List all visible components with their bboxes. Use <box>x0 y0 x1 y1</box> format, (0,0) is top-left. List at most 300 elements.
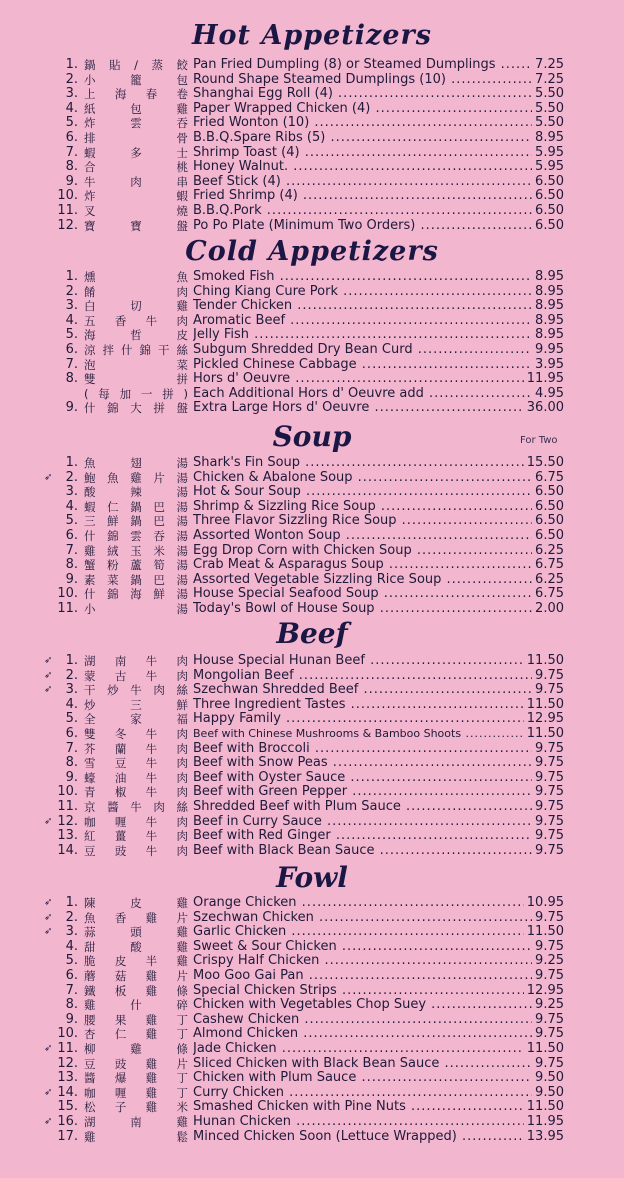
item-number: 9. <box>65 769 78 785</box>
item-price: 6.25 <box>532 544 564 559</box>
item-chinese-name: 紅 薑 牛 肉 <box>84 829 188 844</box>
item-chinese-name: 小 湯 <box>84 601 188 616</box>
item-price: 8.95 <box>532 131 564 146</box>
item-number: 4. <box>65 498 78 514</box>
item-chinese-name: 什 錦 大 拼 盤 <box>84 401 188 416</box>
spicy-marker-icon: ➶ <box>44 911 53 923</box>
item-chinese-name: 芥 蘭 牛 肉 <box>84 741 188 756</box>
item-english-name: Sweet & Sour Chicken ..... <box>193 940 564 955</box>
item-price: 6.50 <box>532 175 564 190</box>
item-price: 13.95 <box>524 1130 564 1145</box>
item-english-name: Three Flavor Sizzling Rice Soup ..... <box>193 514 564 529</box>
item-price: 9.50 <box>532 1071 564 1086</box>
menu-item <box>0 698 624 713</box>
item-chinese-name: 酸 辣 湯 <box>84 485 188 500</box>
item-price: 9.95 <box>532 343 564 358</box>
item-number: 14. <box>57 842 78 858</box>
item-number: 7. <box>65 356 78 372</box>
item-english-name: Each Additional Hors d' Oeuvre add ..... <box>193 387 564 402</box>
menu-item <box>0 73 624 88</box>
menu-item <box>0 102 624 117</box>
menu-item <box>0 343 624 358</box>
spicy-marker-icon: ➶ <box>44 655 53 666</box>
menu-item <box>0 1115 624 1130</box>
item-english-name: Beef with Green Pepper ..... <box>193 785 564 800</box>
item-price: 9.75 <box>532 911 564 926</box>
item-number: 3. <box>65 484 78 500</box>
menu-item <box>0 940 624 955</box>
item-price: 9.75 <box>532 742 564 757</box>
item-price: 9.75 <box>532 1057 564 1072</box>
item-chinese-name: 燻 魚 <box>84 270 188 284</box>
item-price: 11.50 <box>524 698 564 713</box>
item-number: 2. <box>65 909 78 925</box>
section-title-hot-appetizers: Hot Appetizers <box>192 20 432 51</box>
item-number: 3. <box>65 682 78 698</box>
item-english-name: Happy Family ..... <box>193 712 564 727</box>
item-english-name: Beef with Black Bean Sauce ..... <box>193 844 564 859</box>
menu-item <box>0 146 624 161</box>
soup-list <box>0 456 624 617</box>
item-price: 11.95 <box>524 1115 564 1130</box>
item-english-name: Shanghai Egg Roll (4) ..... <box>193 87 564 102</box>
menu-item <box>0 456 624 471</box>
item-english-name: Beef with Snow Peas ..... <box>193 756 564 771</box>
menu-item <box>0 285 624 300</box>
item-number: 2. <box>65 283 78 299</box>
item-english-name: Shredded Beef with Plum Sauce ..... <box>193 800 564 815</box>
item-chinese-name: 鍋 貼 / 蒸 餃 <box>84 58 188 72</box>
menu-item <box>0 587 624 602</box>
item-number: 8. <box>65 371 78 387</box>
item-chinese-name: 蝦 多 士 <box>84 145 188 160</box>
item-chinese-name: 蠔 油 牛 肉 <box>84 770 188 785</box>
section-title-fowl: Fowl <box>276 861 348 894</box>
item-chinese-name: ( 每 加 一 拼 ) <box>84 386 188 401</box>
beef-list <box>0 654 624 858</box>
menu-item <box>0 299 624 314</box>
item-chinese-name: 湖 南 雞 <box>84 1114 188 1129</box>
item-english-name: Jade Chicken ..... <box>193 1042 564 1057</box>
item-price: 5.95 <box>532 160 564 175</box>
menu-item <box>0 742 624 757</box>
item-price: 11.50 <box>524 925 564 940</box>
item-chinese-name: 豆 豉 雞 片 <box>84 1056 188 1071</box>
item-english-name: Three Ingredient Tastes ..... <box>193 698 564 713</box>
item-english-name: Crab Meat & Asparagus Soup ..... <box>193 558 564 573</box>
item-price: 4.95 <box>532 387 564 402</box>
item-number: 11. <box>57 798 78 814</box>
spicy-marker-icon: ➶ <box>44 815 53 827</box>
item-english-name: B.B.Q.Spare Ribs (5) ..... <box>193 131 564 146</box>
item-number: 4. <box>65 312 78 328</box>
item-number: 10. <box>57 188 78 204</box>
item-chinese-name: 排 骨 <box>84 130 188 145</box>
item-chinese-name: 全 家 福 <box>84 712 188 727</box>
item-price: 11.50 <box>524 1042 564 1057</box>
item-price: 8.95 <box>532 314 564 329</box>
menu-item <box>0 189 624 204</box>
item-number: 8. <box>65 997 78 1013</box>
item-price: 8.95 <box>532 299 564 314</box>
item-number: 12. <box>57 1055 78 1071</box>
item-english-name: Beef with Broccoli ..... <box>193 742 564 757</box>
item-english-name: Smashed Chicken with Pine Nuts ..... <box>193 1100 564 1115</box>
item-price: 7.25 <box>532 58 564 73</box>
cold-appetizers-list <box>0 270 624 416</box>
item-price: 8.95 <box>532 270 564 285</box>
item-english-name: Curry Chicken ..... <box>193 1086 564 1101</box>
item-chinese-name: 紙 包 雞 <box>84 101 188 116</box>
menu-item <box>0 573 624 588</box>
item-english-name: Today's Bowl of House Soup ..... <box>193 602 564 617</box>
item-english-name: Chicken with Vegetables Chop Suey ..... <box>193 998 564 1013</box>
menu-item <box>0 669 624 684</box>
item-chinese-name: 雞 什 碎 <box>84 998 188 1013</box>
item-number: 5. <box>65 327 78 343</box>
item-number: 16. <box>57 1113 78 1129</box>
menu-item <box>0 815 624 830</box>
item-english-name: Round Shape Steamed Dumplings (10) ..... <box>193 73 564 88</box>
item-number: 1. <box>65 895 78 910</box>
fowl-list <box>0 896 624 1144</box>
item-price: 8.95 <box>532 328 564 343</box>
item-chinese-name: 湖 南 牛 肉 <box>84 654 188 668</box>
menu-item <box>0 829 624 844</box>
item-number: 10. <box>57 586 78 602</box>
item-english-name: Beef Stick (4) ..... <box>193 175 564 190</box>
item-chinese-name: 雪 豆 牛 肉 <box>84 756 188 771</box>
item-english-name: Assorted Wonton Soup ..... <box>193 529 564 544</box>
item-english-name: Hot & Sour Soup ..... <box>193 485 564 500</box>
item-chinese-name: 炸 雲 吞 <box>84 116 188 131</box>
item-english-name: Hors d' Oeuvre ..... <box>193 372 564 387</box>
item-number: 1. <box>65 269 78 284</box>
item-chinese-name: 上 海 春 卷 <box>84 87 188 102</box>
item-english-name: Hunan Chicken ..... <box>193 1115 564 1130</box>
item-number: 4. <box>65 938 78 954</box>
item-english-name: Po Po Plate (Minimum Two Orders) ..... <box>193 219 564 234</box>
item-price: 9.50 <box>532 1086 564 1101</box>
item-chinese-name: 泡 菜 <box>84 357 188 372</box>
item-number: 9. <box>65 571 78 587</box>
item-chinese-name: 豆 豉 牛 肉 <box>84 843 188 858</box>
item-price: 10.95 <box>524 896 564 911</box>
item-chinese-name: 素 菜 鍋 巴 湯 <box>84 572 188 587</box>
item-english-name: Beef with Oyster Sauce ..... <box>193 771 564 786</box>
item-number: 12. <box>57 813 78 829</box>
item-number: 11. <box>57 600 78 616</box>
item-price: 6.50 <box>532 514 564 529</box>
menu-item <box>0 219 624 234</box>
item-number: 6. <box>65 129 78 145</box>
menu-item <box>0 358 624 373</box>
item-chinese-name: 魚 翅 湯 <box>84 456 188 470</box>
menu-item <box>0 683 624 698</box>
item-english-name: Almond Chicken ..... <box>193 1027 564 1042</box>
menu-item <box>0 911 624 926</box>
item-price: 9.75 <box>532 800 564 815</box>
menu-item <box>0 1027 624 1042</box>
item-english-name: Cashew Chicken ..... <box>193 1013 564 1028</box>
item-english-name: Sliced Chicken with Black Bean Sauce ..... <box>193 1057 564 1072</box>
menu-item <box>0 998 624 1013</box>
item-chinese-name: 蒙 古 牛 肉 <box>84 668 188 683</box>
menu-item <box>0 1100 624 1115</box>
item-number: 8. <box>65 557 78 573</box>
item-english-name: B.B.Q.Pork ..... <box>193 204 564 219</box>
item-chinese-name: 雞 鬆 <box>84 1129 188 1144</box>
item-english-name: Aromatic Beef ..... <box>193 314 564 329</box>
section-title-cold-appetizers: Cold Appetizers <box>185 236 439 267</box>
item-chinese-name: 腰 果 雞 丁 <box>84 1012 188 1027</box>
item-english-name: Fried Shrimp (4) ..... <box>193 189 564 204</box>
item-english-name: Orange Chicken ..... <box>193 896 564 911</box>
for-two-note: For Two <box>520 435 558 446</box>
item-english-name: Shrimp Toast (4) ..... <box>193 146 564 161</box>
menu-item <box>0 514 624 529</box>
menu-item <box>0 58 624 73</box>
item-english-name: Paper Wrapped Chicken (4) ..... <box>193 102 564 117</box>
item-chinese-name: 京 醬 牛 肉 絲 <box>84 799 188 814</box>
item-number: 6. <box>65 725 78 741</box>
item-number: 9. <box>65 173 78 189</box>
item-english-name: Chicken with Plum Sauce ..... <box>193 1071 564 1086</box>
menu-item <box>0 756 624 771</box>
item-number: 7. <box>65 144 78 160</box>
item-chinese-name: 餚 肉 <box>84 284 188 299</box>
item-number: 8. <box>65 159 78 175</box>
item-chinese-name: 青 椒 牛 肉 <box>84 785 188 800</box>
item-chinese-name: 陳 皮 雞 <box>84 896 188 910</box>
spicy-marker-icon: ➶ <box>44 471 53 483</box>
item-chinese-name: 炒 三 鮮 <box>84 697 188 712</box>
item-english-name: Beef with Chinese Mushrooms & Bamboo Shoots ..... <box>193 727 564 742</box>
menu-item <box>0 485 624 500</box>
menu-item <box>0 1057 624 1072</box>
item-english-name: Minced Chicken Soon (Lettuce Wrapped) ..... <box>193 1130 564 1145</box>
item-price: 11.50 <box>524 1100 564 1115</box>
item-chinese-name: 甜 酸 雞 <box>84 939 188 954</box>
item-price: 9.25 <box>532 998 564 1013</box>
item-price: 8.95 <box>532 285 564 300</box>
item-english-name: Smoked Fish ..... <box>193 270 564 285</box>
item-chinese-name: 炸 蝦 <box>84 189 188 204</box>
section-title-soup: Soup <box>272 420 352 453</box>
item-price: 11.50 <box>524 654 564 669</box>
item-price: 9.75 <box>532 829 564 844</box>
item-english-name: Subgum Shredded Dry Bean Curd ..... <box>193 343 564 358</box>
item-english-name: Egg Drop Corn with Chicken Soup ..... <box>193 544 564 559</box>
item-number: 3. <box>65 86 78 102</box>
menu-item <box>0 471 624 486</box>
menu-item <box>0 896 624 911</box>
menu-item <box>0 204 624 219</box>
item-number: 15. <box>57 1099 78 1115</box>
item-chinese-name: 雙 冬 牛 肉 <box>84 726 188 741</box>
item-english-name: Mongolian Beef ..... <box>193 669 564 684</box>
menu-item <box>0 160 624 175</box>
item-price: 6.50 <box>532 204 564 219</box>
item-chinese-name: 合 桃 <box>84 160 188 175</box>
item-chinese-name: 涼 拌 什 錦 干 絲 <box>84 342 188 357</box>
spicy-marker-icon: ➶ <box>44 1042 53 1054</box>
item-price: 11.50 <box>524 727 564 742</box>
menu-item <box>0 372 624 387</box>
item-number: 11. <box>57 1040 78 1056</box>
item-number: 11. <box>57 202 78 218</box>
item-chinese-name: 干 炒 牛 肉 絲 <box>84 683 188 698</box>
menu-item <box>0 1071 624 1086</box>
item-price: 5.50 <box>532 102 564 117</box>
menu-item <box>0 116 624 131</box>
item-price: 5.95 <box>532 146 564 161</box>
item-chinese-name: 杏 仁 雞 丁 <box>84 1027 188 1042</box>
item-price: 9.75 <box>532 815 564 830</box>
item-number: 12. <box>57 217 78 233</box>
item-price: 9.75 <box>532 969 564 984</box>
item-chinese-name: 咖 喱 牛 肉 <box>84 814 188 829</box>
spicy-marker-icon: ➶ <box>44 684 53 696</box>
item-number: 2. <box>65 469 78 485</box>
item-number: 14. <box>57 1084 78 1100</box>
item-price: 6.50 <box>532 500 564 515</box>
item-price: 6.75 <box>532 587 564 602</box>
item-chinese-name: 叉 燒 <box>84 203 188 218</box>
menu-item <box>0 712 624 727</box>
item-price: 7.25 <box>532 73 564 88</box>
item-chinese-name: 什 錦 海 鮮 湯 <box>84 587 188 602</box>
item-number: 7. <box>65 740 78 756</box>
spicy-marker-icon: ➶ <box>44 897 53 908</box>
item-number: 5. <box>65 953 78 969</box>
item-number: 9. <box>65 400 78 416</box>
item-chinese-name: 鐵 板 雞 條 <box>84 983 188 998</box>
item-chinese-name: 海 哲 皮 <box>84 328 188 343</box>
item-price: 6.50 <box>532 219 564 234</box>
menu-item <box>0 654 624 669</box>
menu-item <box>0 500 624 515</box>
item-chinese-name: 五 香 牛 肉 <box>84 313 188 328</box>
item-number: 3. <box>65 924 78 940</box>
item-chinese-name: 蒜 頭 雞 <box>84 925 188 940</box>
menu-item <box>0 727 624 742</box>
item-price: 5.50 <box>532 87 564 102</box>
item-number: 4. <box>65 696 78 712</box>
item-price: 9.75 <box>532 669 564 684</box>
item-english-name: Special Chicken Strips ..... <box>193 984 564 999</box>
item-english-name: Chicken & Abalone Soup ..... <box>193 471 564 486</box>
item-chinese-name: 蝦 仁 鍋 巴 湯 <box>84 499 188 514</box>
item-chinese-name: 寶 寶 盤 <box>84 218 188 233</box>
item-english-name: Szechwan Shredded Beef ..... <box>193 683 564 698</box>
item-chinese-name: 脆 皮 半 雞 <box>84 954 188 969</box>
menu-item <box>0 984 624 999</box>
item-chinese-name: 什 錦 雲 吞 湯 <box>84 528 188 543</box>
item-price: 36.00 <box>524 401 564 416</box>
menu-item <box>0 87 624 102</box>
item-chinese-name: 小 籠 包 <box>84 72 188 87</box>
item-chinese-name: 鮑 魚 雞 片 湯 <box>84 470 188 485</box>
item-chinese-name: 雞 絨 玉 米 湯 <box>84 543 188 558</box>
item-number: 2. <box>65 71 78 87</box>
spicy-marker-icon: ➶ <box>44 1115 53 1127</box>
item-chinese-name: 咖 喱 雞 丁 <box>84 1085 188 1100</box>
section-title-beef: Beef <box>276 617 348 650</box>
item-chinese-name: 柳 雞 條 <box>84 1041 188 1056</box>
item-number: 6. <box>65 341 78 357</box>
item-english-name: Garlic Chicken ..... <box>193 925 564 940</box>
item-price: 6.75 <box>532 558 564 573</box>
menu-item <box>0 529 624 544</box>
menu-item <box>0 844 624 859</box>
item-number: 9. <box>65 1011 78 1027</box>
item-english-name: Assorted Vegetable Sizzling Rice Soup ..... <box>193 573 564 588</box>
item-number: 17. <box>57 1128 78 1144</box>
item-chinese-name: 雙 拼 <box>84 372 188 387</box>
item-chinese-name: 醬 爆 雞 丁 <box>84 1071 188 1086</box>
menu-item <box>0 131 624 146</box>
item-english-name: Beef with Red Ginger ..... <box>193 829 564 844</box>
menu-item <box>0 270 624 285</box>
item-chinese-name: 白 切 雞 <box>84 299 188 314</box>
item-number: 1. <box>65 57 78 72</box>
item-chinese-name: 松 子 雞 米 <box>84 1100 188 1115</box>
item-english-name: Pan Fried Dumpling (8) or Steamed Dumplings ..... <box>193 58 564 73</box>
item-chinese-name: 三 鮮 鍋 巴 湯 <box>84 514 188 529</box>
menu-item <box>0 925 624 940</box>
item-chinese-name: 魚 香 雞 片 <box>84 910 188 925</box>
menu-item <box>0 558 624 573</box>
item-english-name: House Special Hunan Beef ..... <box>193 654 564 669</box>
item-english-name: Crispy Half Chicken ..... <box>193 954 564 969</box>
item-number: 6. <box>65 967 78 983</box>
item-price: 5.50 <box>532 116 564 131</box>
item-chinese-name: 牛 肉 串 <box>84 174 188 189</box>
item-price: 9.75 <box>532 844 564 859</box>
item-number: 7. <box>65 542 78 558</box>
item-number: 13. <box>57 828 78 844</box>
item-english-name: House Special Seafood Soup ..... <box>193 587 564 602</box>
menu-item <box>0 387 624 402</box>
item-price: 9.75 <box>532 771 564 786</box>
item-price: 15.50 <box>524 456 564 471</box>
menu-item <box>0 602 624 617</box>
item-number: 5. <box>65 711 78 727</box>
item-price: 9.75 <box>532 940 564 955</box>
spicy-marker-icon: ➶ <box>44 669 53 681</box>
item-price: 6.50 <box>532 485 564 500</box>
item-number: 10. <box>57 1026 78 1042</box>
spicy-marker-icon: ➶ <box>44 926 53 938</box>
item-price: 9.75 <box>532 756 564 771</box>
item-number: 13. <box>57 1070 78 1086</box>
menu-item <box>0 1130 624 1145</box>
menu-item <box>0 544 624 559</box>
item-number: 1. <box>65 653 78 668</box>
item-english-name: Extra Large Hors d' Oeuvre ..... <box>193 401 564 416</box>
item-number: 7. <box>65 982 78 998</box>
item-chinese-name: 蟹 粉 蘆 筍 湯 <box>84 558 188 573</box>
menu-item <box>0 328 624 343</box>
item-number: 5. <box>65 115 78 131</box>
item-english-name: Fried Wonton (10) ..... <box>193 116 564 131</box>
item-english-name: Tender Chicken ..... <box>193 299 564 314</box>
menu-item <box>0 1013 624 1028</box>
item-price: 3.95 <box>532 358 564 373</box>
item-english-name: Ching Kiang Cure Pork ..... <box>193 285 564 300</box>
item-english-name: Moo Goo Gai Pan ..... <box>193 969 564 984</box>
